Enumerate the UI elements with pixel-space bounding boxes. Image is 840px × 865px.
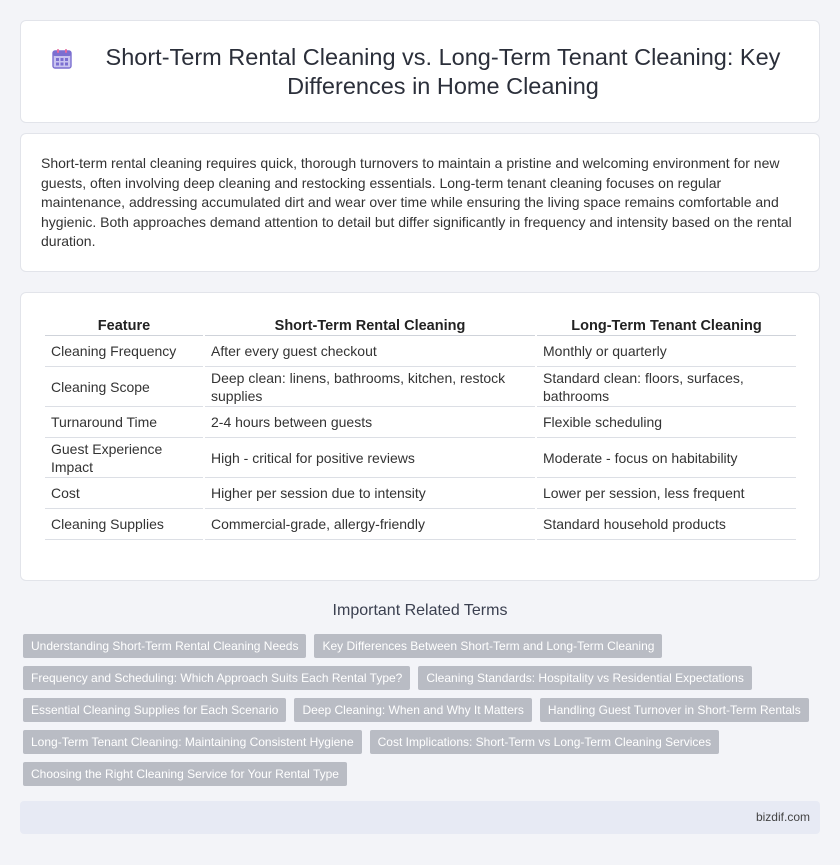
table-cell: Cleaning Frequency (45, 336, 203, 367)
related-term-link[interactable]: Choosing the Right Cleaning Service for Your Rental Type (23, 762, 347, 786)
related-term-link[interactable]: Long-Term Tenant Cleaning: Maintaining Consistent Hygiene (23, 730, 362, 754)
table-row (45, 407, 796, 438)
table-cell: High - critical for positive reviews (205, 438, 535, 478)
table-cell: Commercial-grade, allergy-friendly (205, 509, 535, 540)
table-cell: Flexible scheduling (537, 407, 796, 438)
table-cell: Cost (45, 478, 203, 509)
related-terms-list (23, 634, 823, 794)
table-cell: 2-4 hours between guests (205, 407, 535, 438)
comparison-table-card (20, 292, 820, 581)
table-row (45, 367, 796, 407)
intro-card (20, 133, 820, 272)
comparison-table (43, 316, 798, 540)
table-cell: Monthly or quarterly (537, 336, 796, 367)
table-row (45, 336, 796, 367)
table-cell: Deep clean: linens, bathrooms, kitchen, restock supplies (205, 367, 535, 407)
table-cell: Higher per session due to intensity (205, 478, 535, 509)
footer (20, 801, 820, 834)
table-cell: Cleaning Scope (45, 367, 203, 407)
footer-site-link[interactable]: bizdif.com (755, 810, 810, 824)
table-header-long-term: Long-Term Tenant Cleaning (537, 316, 796, 336)
related-terms-title: Important Related Terms (332, 602, 508, 619)
table-header-feature: Feature (45, 316, 203, 336)
related-term-link[interactable]: Cleaning Standards: Hospitality vs Residential Expectations (418, 666, 752, 690)
table-cell: Lower per session, less frequent (537, 478, 796, 509)
title-card (20, 20, 820, 123)
page-title: Short-Term Rental Cleaning vs. Long-Term Tenant Cleaning: Key Differences in Home Cleaning (105, 43, 781, 99)
related-term-link[interactable]: Essential Cleaning Supplies for Each Scenario (23, 698, 286, 722)
table-cell: Standard clean: floors, surfaces, bathrooms (537, 367, 796, 407)
table-header-short-term: Short-Term Rental Cleaning (205, 316, 535, 336)
related-term-link[interactable]: Frequency and Scheduling: Which Approach Suits Each Rental Type? (23, 666, 410, 690)
calendar-icon (51, 48, 73, 70)
table-cell: Guest Experience Impact (45, 438, 203, 478)
intro-paragraph: Short-term rental cleaning requires quick, thorough turnovers to maintain a pristine and welcoming environment for new guests, often involving deep cleaning and restocking essentials. Long-term tenant cleaning focuses on regular maintenance, addressing accumulated dirt and wear over time while ensuring the living space remains comfortable and hygienic. Both approaches demand attention to detail but differ significantly in frequency and intensity based on the rental duration. (41, 155, 792, 249)
related-term-link[interactable]: Key Differences Between Short-Term and Long-Term Cleaning (314, 634, 662, 658)
table-cell: Moderate - focus on habitability (537, 438, 796, 478)
table-cell: Turnaround Time (45, 407, 203, 438)
table-row (45, 509, 796, 540)
table-row (45, 478, 796, 509)
table-cell: After every guest checkout (205, 336, 535, 367)
table-row (45, 438, 796, 478)
table-cell: Cleaning Supplies (45, 509, 203, 540)
related-term-link[interactable]: Cost Implications: Short-Term vs Long-Term Cleaning Services (370, 730, 719, 754)
related-term-link[interactable]: Handling Guest Turnover in Short-Term Rentals (540, 698, 809, 722)
related-term-link[interactable]: Understanding Short-Term Rental Cleaning Needs (23, 634, 306, 658)
table-cell: Standard household products (537, 509, 796, 540)
related-term-link[interactable]: Deep Cleaning: When and Why It Matters (294, 698, 531, 722)
